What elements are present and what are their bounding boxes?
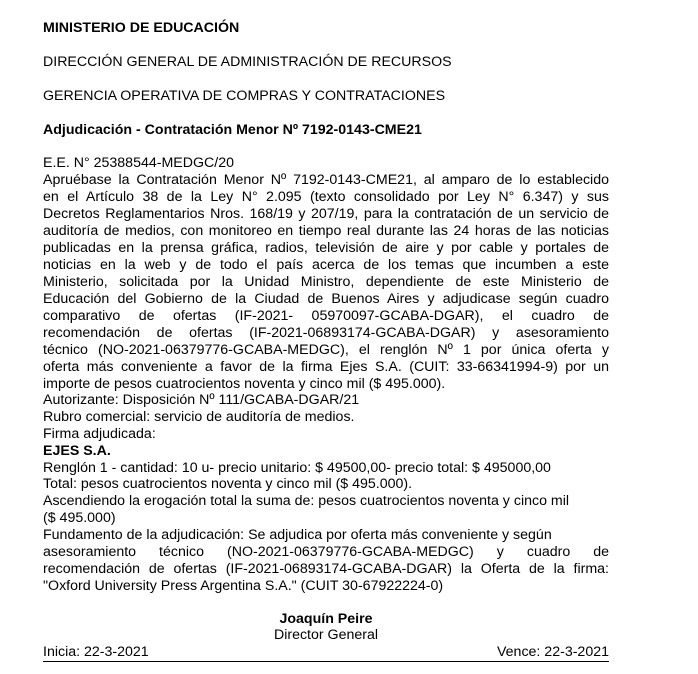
signatory-role: Director General <box>273 627 379 643</box>
end-date: Vence: 22-3-2021 <box>496 644 609 660</box>
firm-name: EJES S.A. <box>43 443 111 459</box>
firm-label: Firma adjudicada: <box>43 426 156 442</box>
basis-line-4: "Oxford University Press Argentina S.A." (CUIT 30-67922224-0) <box>43 578 444 594</box>
ministry-heading: MINISTERIO DE EDUCACIÓN <box>43 20 240 36</box>
document-title: Adjudicación - Contratación Menor Nº 7192-0143-CME21 <box>43 122 422 138</box>
paragraph-line: comparativo de ofertas (IF-2021- 05970097-GCABA-DGAR), el cuadro de <box>43 308 609 324</box>
paragraph-line: publicadas en la prensa gráfica, radios, televisión de aire y por cable y portales de <box>43 240 609 256</box>
start-date: Inicia: 22-3-2021 <box>43 644 149 660</box>
paragraph-line: Decretos Reglamentarios Nros. 168/19 y 207/19, para la contratación de un servicio de <box>43 206 609 222</box>
category-line: Rubro comercial: servicio de auditoría de medios. <box>43 409 355 425</box>
paragraph-line: Educación del Gobierno de la Ciudad de Buenos Aires y adjudicase según cuadro <box>43 291 609 307</box>
basis-line-3: recomendación de ofertas (IF-2021-06893174-GCABA-DGAR) la Oferta de la firma: <box>43 561 609 577</box>
management-heading: GERENCIA OPERATIVA DE COMPRAS Y CONTRATACIONES <box>43 88 446 104</box>
paragraph-line: oferta más conveniente a favor de la firma Ejes S.A. (CUIT: 33-66341994-9) por un <box>43 359 609 375</box>
total-line: Total: pesos cuatrocientos noventa y cinco mil ($ 495.000). <box>43 476 413 492</box>
paragraph-line: noticias en la web y de todo el país acerca de los temas que incumben a este <box>43 257 609 273</box>
basis-line-2: asesoramiento técnico (NO-2021-06379776-GCABA-MEDGC) y cuadro de <box>43 544 609 560</box>
amount-line-1: Ascendiendo la erogación total la suma de: pesos cuatrocientos noventa y cinco mil <box>43 493 570 509</box>
paragraph-line: en el Artículo 38 de la Ley N° 2.095 (texto consolidado por Ley N° 6.347) y sus <box>43 189 609 205</box>
line-item: Renglón 1 - cantidad: 10 u- precio unitario: $ 49500,00- precio total: $ 495000,00 <box>43 460 551 476</box>
paragraph-line: Apruébase la Contratación Menor Nº 7192-0143-CME21, al amparo de lo establecido <box>43 172 609 188</box>
footer-dates <box>43 644 609 662</box>
expediente-number: E.E. N° 25388544-MEDGC/20 <box>43 155 234 171</box>
signatory-name: Joaquín Peire <box>279 611 373 627</box>
amount-line-2: ($ 495.000) <box>43 510 116 526</box>
authorizer-line: Autorizante: Disposición Nº 111/GCABA-DGAR/21 <box>43 392 360 408</box>
paragraph-line: auditoría de medios, con monitoreo en tiempo real durante las 24 horas de las noticias <box>43 223 609 239</box>
direction-heading: DIRECCIÓN GENERAL DE ADMINISTRACIÓN DE RECURSOS <box>43 54 452 70</box>
paragraph-line: recomendación de ofertas (IF-2021-06893174-GCABA-DGAR) y asesoramiento <box>43 325 609 341</box>
basis-line-1: Fundamento de la adjudicación: Se adjudica por oferta más conveniente y según <box>43 527 552 543</box>
paragraph-line: Ministerio, solicitada por la Unidad Ministro, dependiente de este Ministerio de <box>43 274 609 290</box>
paragraph-last-line: importe de pesos cuatrocientos noventa y cinco mil ($ 495.000). <box>43 376 446 392</box>
paragraph-line: técnico (NO-2021-06379776-GCABA-MEDGC), el renglón Nº 1 por única oferta y <box>43 342 609 358</box>
